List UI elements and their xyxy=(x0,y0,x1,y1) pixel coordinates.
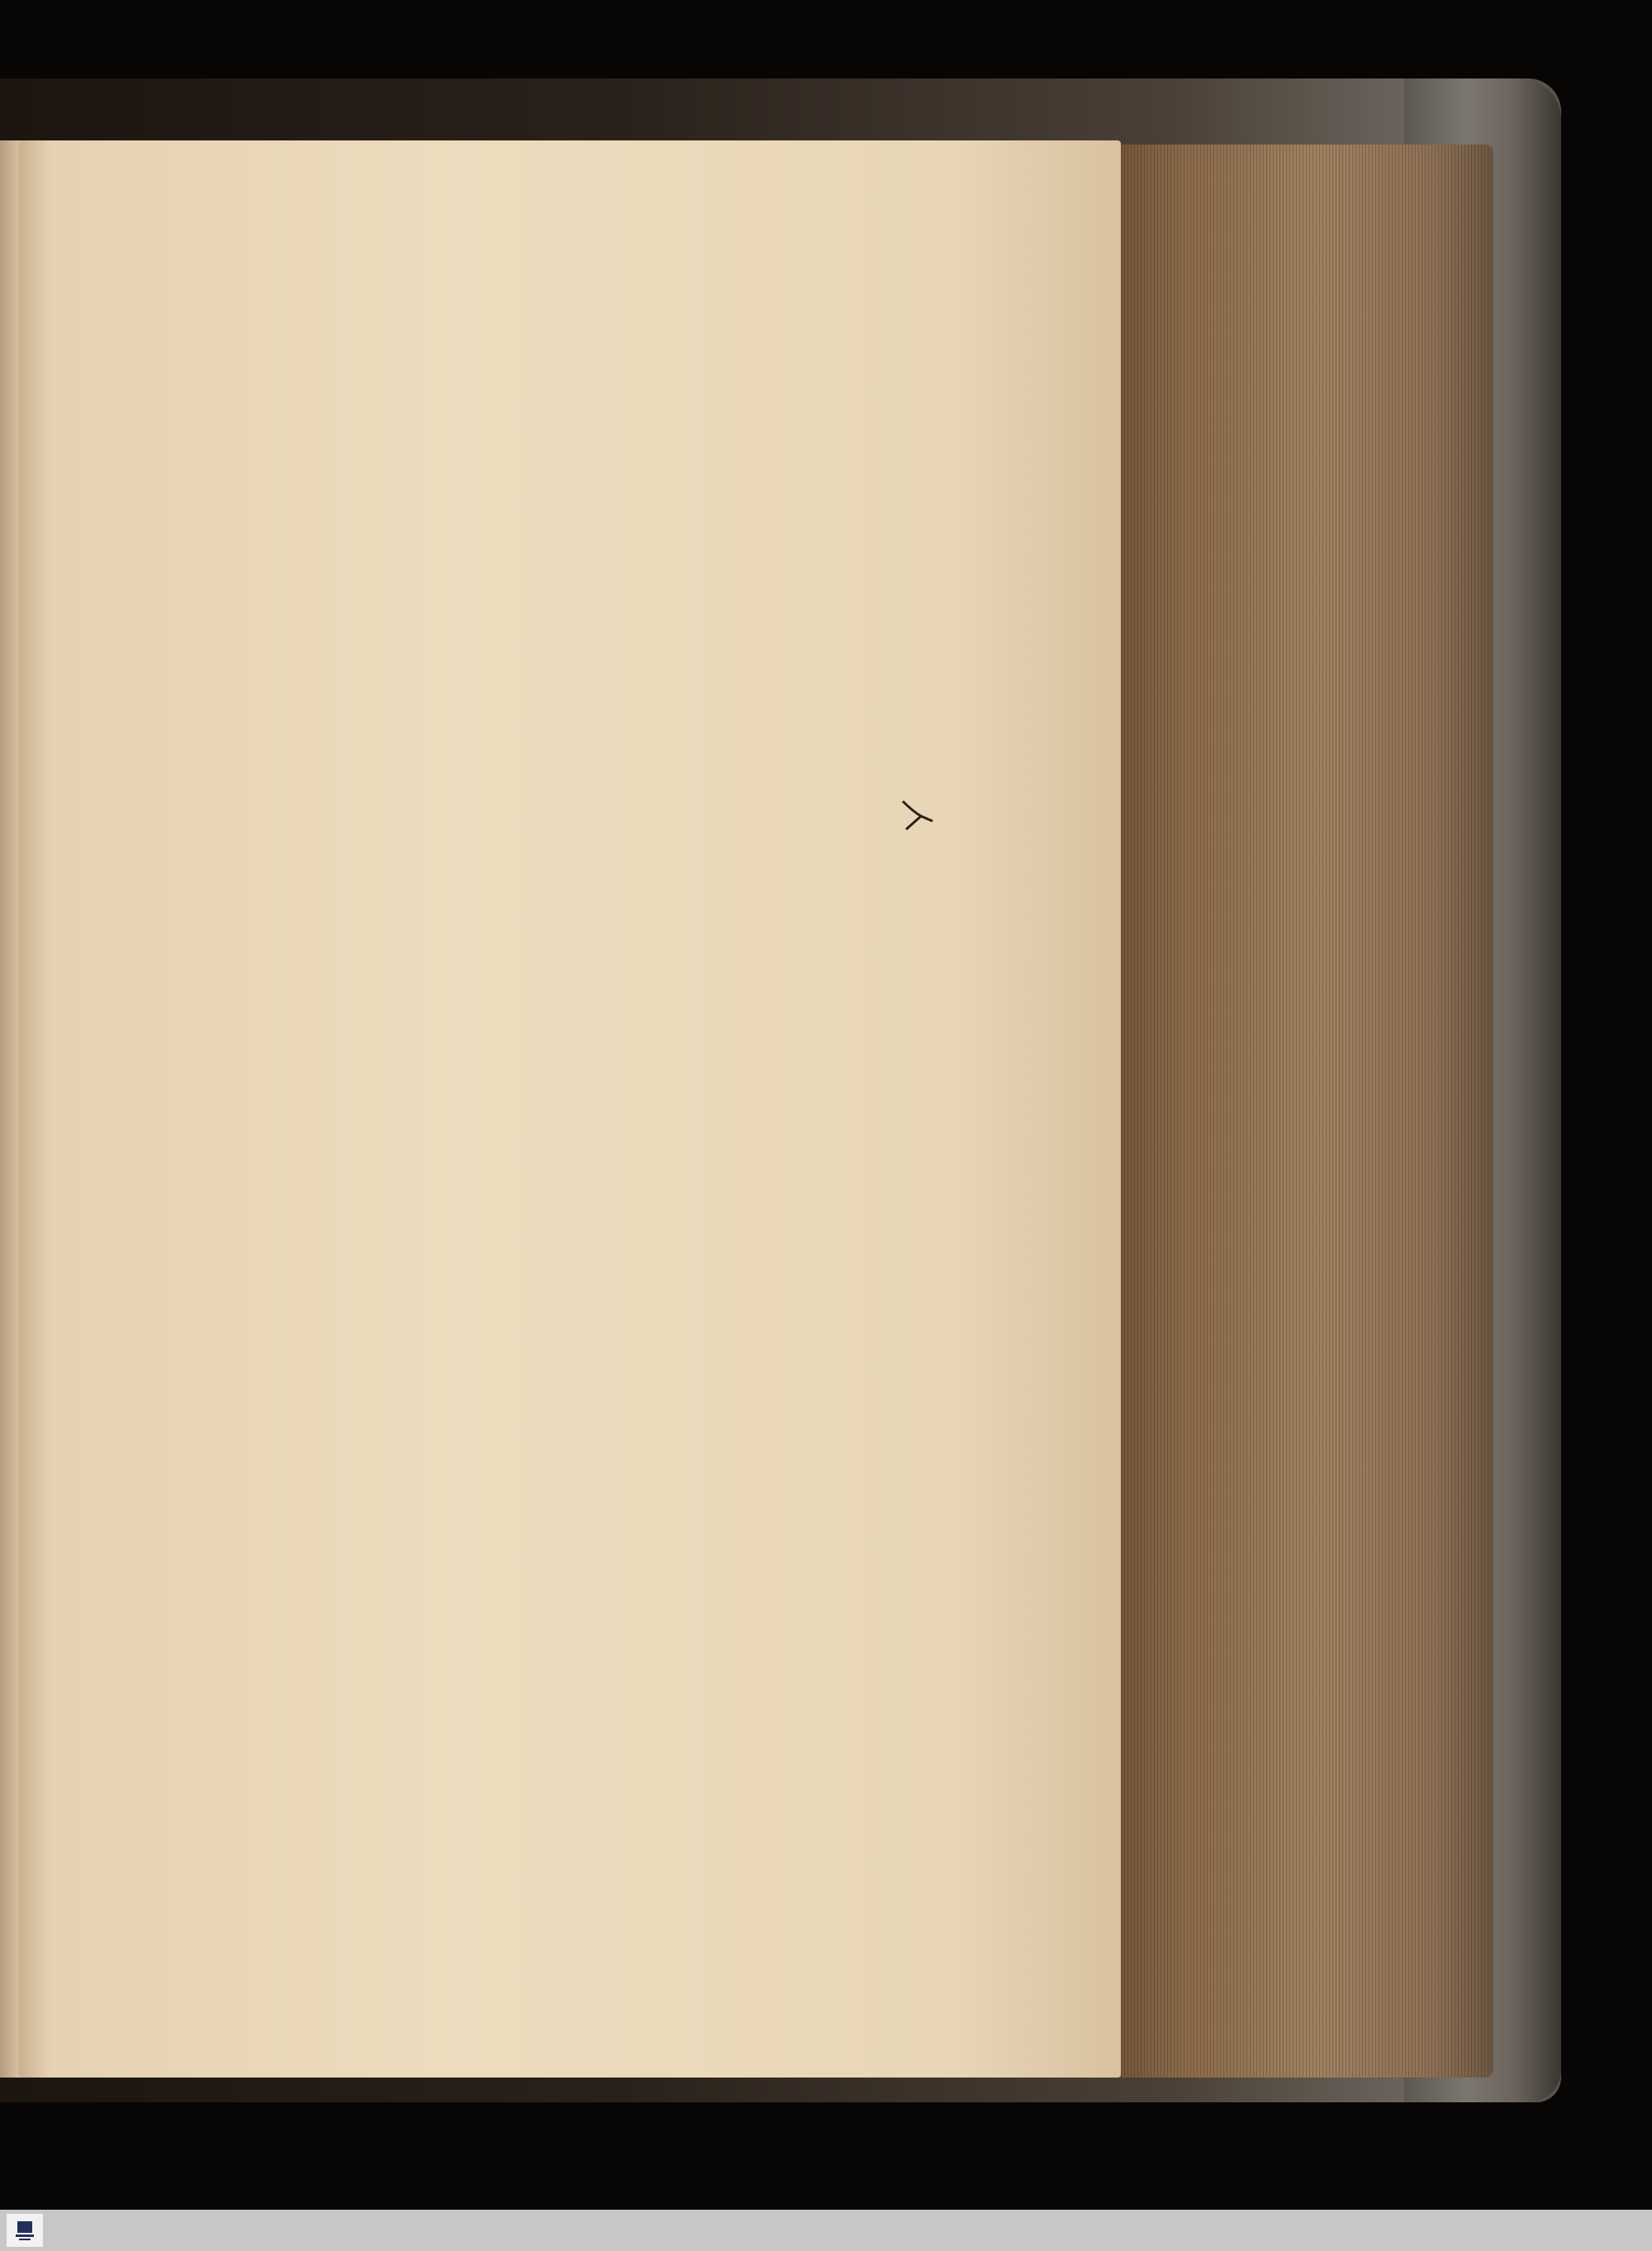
book-page xyxy=(18,140,1121,2078)
footer-bar xyxy=(0,2210,1652,2251)
heading-line-2 xyxy=(41,772,809,822)
heading-line-3 xyxy=(41,822,809,871)
pen-mark-icon xyxy=(896,793,938,843)
drop-capital xyxy=(41,891,95,990)
letter-heading xyxy=(41,723,809,871)
page-fore-edge xyxy=(1099,145,1493,2078)
page-header xyxy=(256,198,818,264)
heading-line-1 xyxy=(41,723,809,772)
library-logo-icon xyxy=(7,2214,43,2247)
